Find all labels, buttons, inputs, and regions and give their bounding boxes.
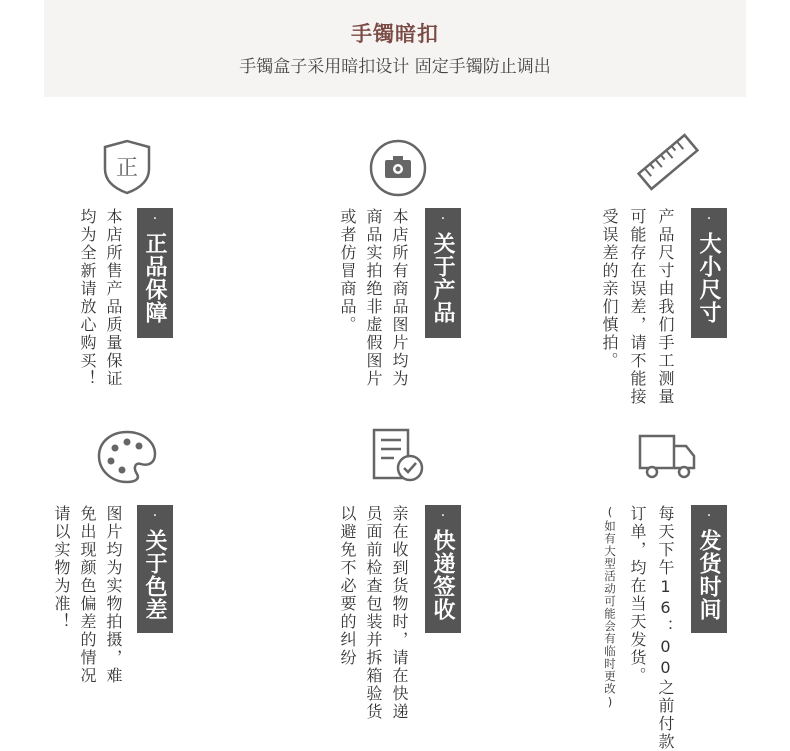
- header-banner: [44, 0, 746, 97]
- tag-product: · 关于产品: [425, 208, 461, 338]
- tag-shipping-label: 发货时间: [696, 529, 722, 621]
- checklist-icon: [366, 424, 430, 488]
- tag-product-label: 关于产品: [430, 232, 456, 324]
- delivery-line-1: 亲在收到货物时，请在快递: [390, 505, 409, 721]
- tag-color-label: 关于色差: [142, 529, 168, 621]
- color-line-2: 免出现颜色偏差的情况: [78, 505, 97, 685]
- size-line-1: 产品尺寸由我们手工测量: [656, 208, 675, 406]
- tag-size: · 大小尺寸: [691, 208, 727, 338]
- banner-subtitle: 手镯盒子采用暗扣设计 固定手镯防止调出: [239, 57, 551, 77]
- color-line-1: 图片均为实物拍摄，难: [104, 505, 123, 685]
- shield-icon: [95, 135, 159, 199]
- delivery-line-3: 以避免不必要的纠纷: [338, 505, 357, 667]
- size-line-3: 受误差的亲们慎拍。: [600, 208, 619, 370]
- truck-icon: [636, 424, 700, 488]
- product-line-3: 或者仿冒商品。: [338, 208, 357, 334]
- color-line-3: 请以实物为准！: [52, 505, 71, 631]
- palette-icon: [95, 424, 159, 488]
- tag-shipping: · 发货时间: [691, 505, 727, 633]
- banner-title: 手镯暗扣: [351, 22, 439, 46]
- quality-line-1: 本店所售产品质量保证: [104, 208, 123, 388]
- tag-quality-label: 正品保障: [142, 232, 168, 324]
- size-line-2: 可能存在误差，请不能接: [628, 208, 647, 406]
- tag-size-label: 大小尺寸: [696, 232, 722, 324]
- tag-color: · 关于色差: [137, 505, 173, 633]
- tag-delivery-label: 快递签收: [430, 529, 456, 621]
- shield-icon-text: 正: [115, 156, 139, 181]
- shipping-line-1: 每天下午16：00之前付款: [656, 505, 675, 751]
- shipping-line-2: 订单，均在当天发货。: [628, 505, 647, 685]
- camera-icon: [366, 136, 430, 200]
- shipping-note: (如有大型活动可能会有临时更改): [603, 505, 617, 710]
- quality-line-2: 均为全新请放心购买！: [78, 208, 97, 388]
- ruler-icon: [636, 130, 700, 194]
- product-line-2: 商品实拍绝非虚假图片: [364, 208, 383, 388]
- product-line-1: 本店所有商品图片均为: [390, 208, 409, 388]
- delivery-line-2: 员面前检查包装并拆箱验货: [364, 505, 383, 721]
- tag-delivery: · 快递签收: [425, 505, 461, 633]
- tag-quality: · 正品保障: [137, 208, 173, 338]
